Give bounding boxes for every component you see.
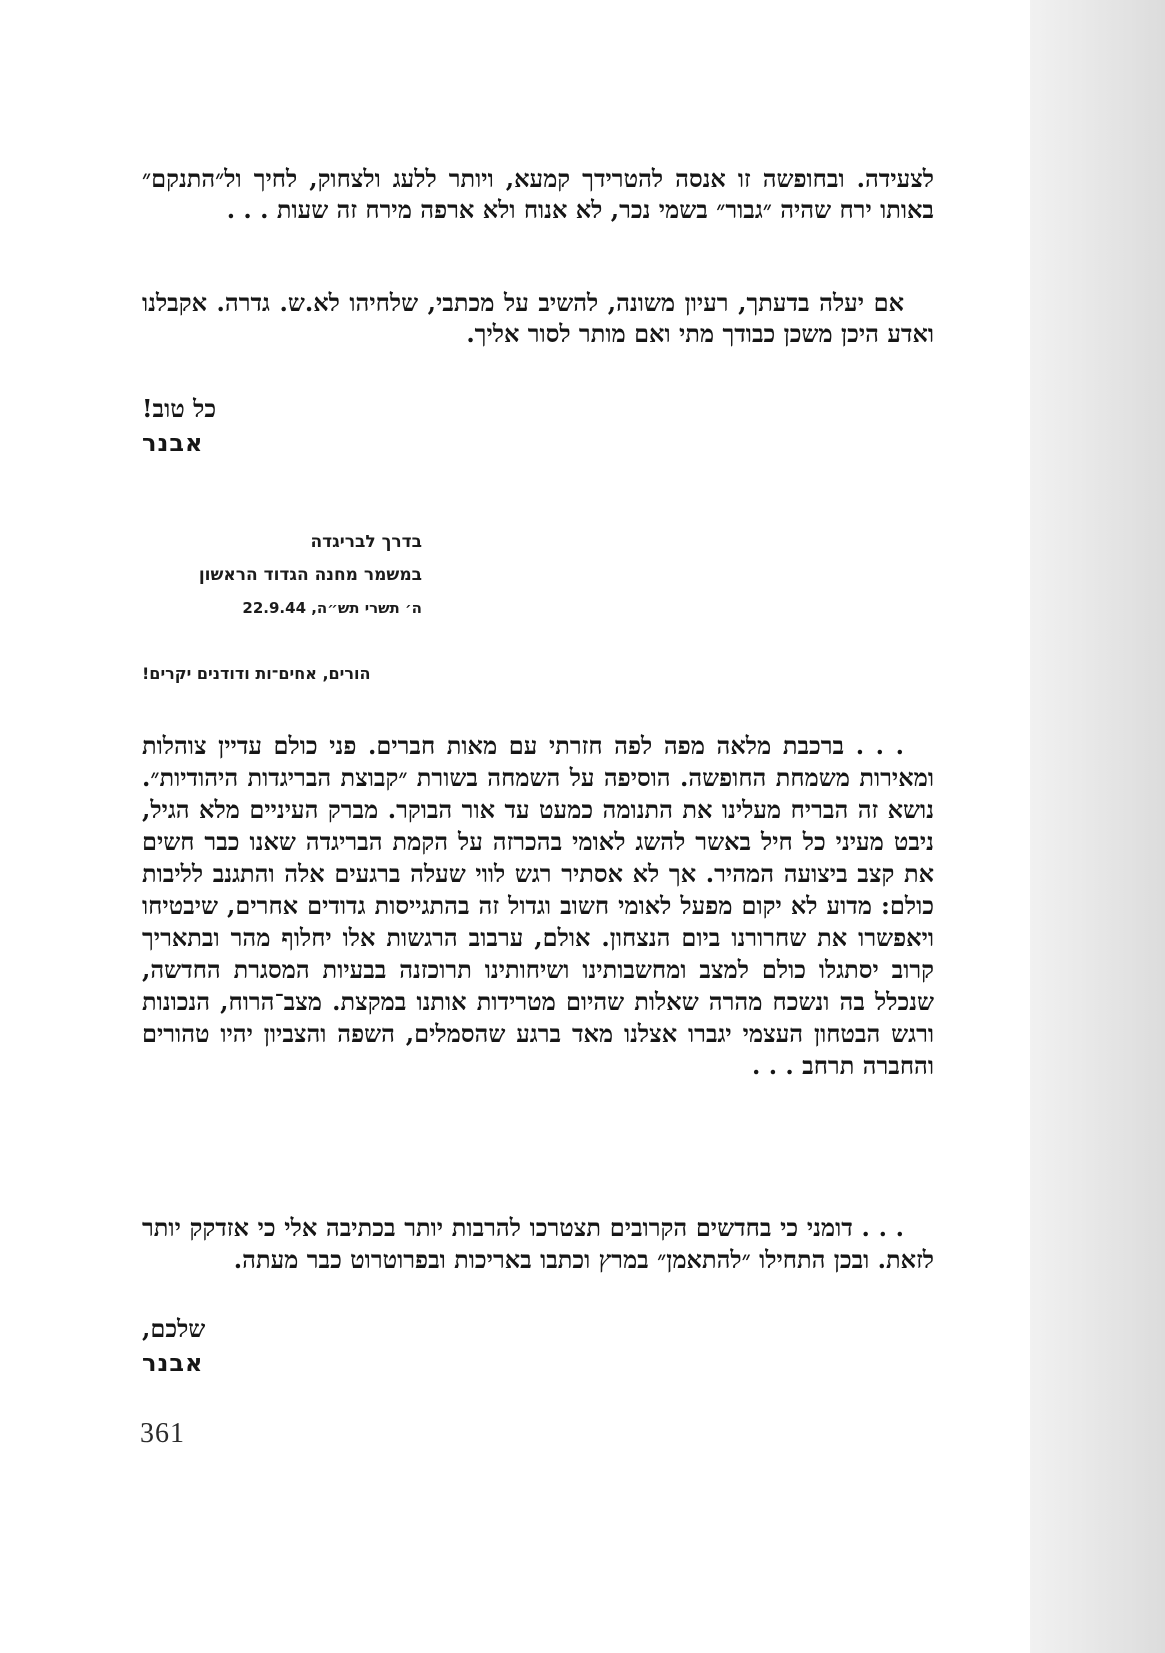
letter2-paragraph-1: . . . ברכבת מלאה מפה לפה חזרתי עם מאות חברים. פני כולם עדיין צוהלות ומאירות משמחת החופשה. הוסיפה על השמחה בשורת ״קבוצת הבריגדות היהודיות״. נושא זה הבריח מעלינו את התנומה כמעט עד אור הבוקר. מברק העיניים מלא הגיל, ניבט מעיני כל חיל באשר להשג לאומי בהכרזה על הקמת הבריגדה שאנו כבר חשים את קצב ביצועה המהיר. אך לא אסתיר רגש לווי שעלה ברגעים אלה והתגנב לליבות כולם: מדוע לא יקום מפעל לאומי חשוב וגדול זה בהתגייסות גדודים אחרים, שיבטיחו ויאפשרו את שחרורנו ביום הנצחון. אולם, ערבוב הרגשות אלו יחלוף מהר ובתאריך קרוב יסתגלו כולם למצב ומחשבותינו ושיחותינו תרוכזנה בבעיות המסגרת החדשה, שנכלל בה ונשכח מהרה שאלות שהיום מטרידות אותנו במקצת. מצב־הרוח, הנכונות ורגש הבטחון העצמי יגברו אצלנו מאד ברגע שהסמלים, השפה והצביון יהיו טהורים והחברה תרחב . . .	[142, 731, 934, 1080]
letter2-heading-line-1: בדרך לבריגדה	[310, 532, 422, 552]
letter1-paragraph-1: לצעידה. ובחופשה זו אנסה להטרידך קמעא, ויותר ללעג ולצחוק, לחיך ול״התנקם״ באותו ירח שהיה ״גבור״ בשמי נכר, לא אנוח ולא ארפה מירח זה שעות . . .	[142, 164, 934, 224]
letter2-closing: שלכם,	[142, 1314, 206, 1343]
page-gutter-shadow	[1030, 0, 1165, 1653]
letter2-greeting: הורים, אחים־ות ודודנים יקרים!	[142, 664, 371, 683]
letter1-paragraph-2-block	[142, 288, 934, 349]
letter1-signoff	[142, 392, 262, 460]
page-number: 361	[140, 1418, 185, 1449]
letter1-closing: כל טוב!	[142, 394, 217, 423]
letter2-paragraph-1-block	[142, 730, 934, 1082]
letter2-signoff	[142, 1312, 262, 1380]
letter2-heading	[142, 526, 422, 625]
letter2-paragraph-2-block	[142, 1212, 934, 1276]
letter2-paragraph-2: . . . דומני כי בחדשים הקרובים תצטרכו להרבות יותר בכתיבה אלי כי אזדקק יותר לזאת. ובכן התחילו ״להתאמן״ במרץ וכתבו באריכות ובפרוטרוט כבר מעתה.	[142, 1213, 934, 1274]
letter1-paragraph-2: אם יעלה בדעתך, רעיון משונה, להשיב על מכתבי, שלחיהו לא.ש. גדרה. אקבלנו ואדע היכן משכן כבודך מתי ואם מותר לסור אליך.	[142, 288, 934, 348]
letter2-heading-date: ה׳ תשרי תש״ה, 22.9.44	[242, 599, 422, 617]
letter2-heading-line-2: במשמר מחנה הגדוד הראשון	[198, 565, 422, 585]
letter2-signature: אבנר	[142, 1349, 204, 1377]
letter1-paragraph-1-block	[142, 164, 934, 225]
letter1-signature: אבנר	[142, 429, 204, 457]
